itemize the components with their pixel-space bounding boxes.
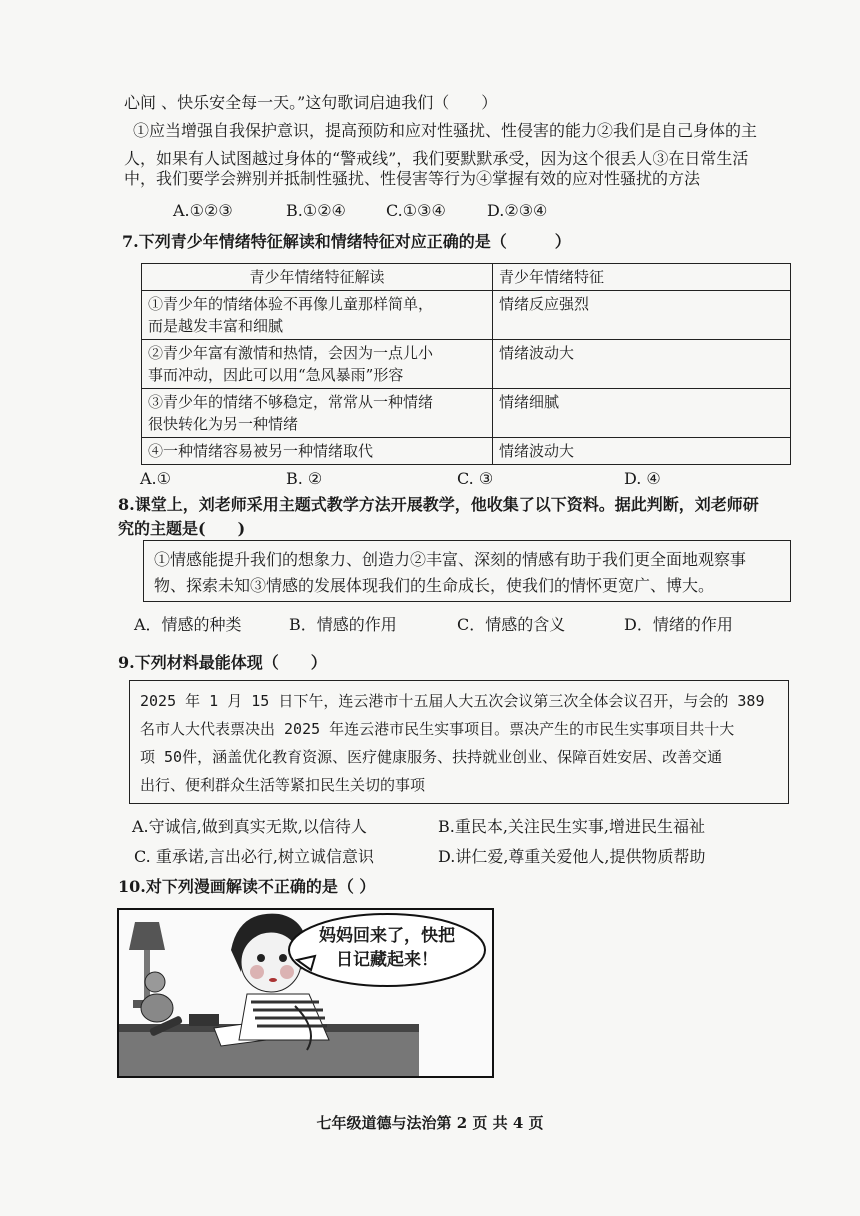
table-header: 青少年情绪特征 <box>493 264 791 291</box>
q6-statement-3: 中，我们要学会辨别并抵制性骚扰、性侵害等行为④掌握有效的应对性骚扰的方法 <box>124 169 701 188</box>
q6-statement-2: 人，如果有人试图越过身体的“警戒线”，我们要默默承受，因为这个很丢人③在日常生活 <box>124 149 749 168</box>
q6-stem: 心间 、快乐安全每一天。”这句歌词启迪我们（ ） <box>124 93 498 112</box>
table-cell <box>142 291 493 340</box>
cell-text: ②青少年富有激情和热情，会因为一点儿小 <box>148 344 434 362</box>
q6-option-a: A.①②③ <box>173 201 233 220</box>
q9-title: 9.下列材料最能体现（ ） <box>118 653 327 672</box>
q8-title-cont: 究的主题是( ) <box>118 519 246 538</box>
table-cell: ④一种情绪容易被另一种情绪取代 <box>142 438 493 465</box>
q9-option-c: C. 重承诺,言出必行,树立诚信意识 <box>134 847 375 866</box>
table-cell <box>142 389 493 438</box>
q7-option-a: A.① <box>140 469 171 488</box>
q8-material-box <box>143 540 791 602</box>
cell-text: 而是越发丰富和细腻 <box>148 317 284 335</box>
q8-material-line: ①情感能提升我们的想象力、创造力②丰富、深刻的情感有助于我们更全面地观察事 <box>154 550 747 569</box>
q7-table <box>141 263 791 465</box>
cell-text: ①青少年的情绪体验不再像儿童那样简单， <box>148 295 434 313</box>
table-cell: 情绪反应强烈 <box>493 291 791 340</box>
bubble-line-1: 妈妈回来了，快把 <box>319 926 455 946</box>
q9-material-box <box>129 680 789 804</box>
bubble-line-2: 日记藏起来！ <box>336 950 438 970</box>
q9-material-line: 名市人大代表票决出 2025 年连云港市民生实事项目。票决产生的市民生实事项目共十大 <box>140 720 735 738</box>
q7-option-d: D. ④ <box>624 469 661 488</box>
q7-option-b: B. ② <box>286 469 323 488</box>
q10-comic <box>117 908 494 1078</box>
q9-option-b: B.重民本,关注民生实事,增进民生福祉 <box>438 817 706 836</box>
q6-option-c: C.①③④ <box>386 201 446 220</box>
q6-option-d: D.②③④ <box>487 201 548 220</box>
table-row <box>142 438 791 465</box>
table-header-row <box>142 264 791 291</box>
table-row <box>142 340 791 389</box>
q7-title: 7.下列青少年情绪特征解读和情绪特征对应正确的是（ ） <box>122 232 571 251</box>
q8-option-a: A．情感的种类 <box>134 615 242 634</box>
q9-material-line: 2025 年 1 月 15 日下午，连云港市十五届人大五次会议第三次全体会议召开，与会的 389 <box>140 692 765 710</box>
q8-option-c: C．情感的含义 <box>457 615 566 634</box>
q9-option-d: D.讲仁爱,尊重关爱他人,提供物质帮助 <box>438 847 706 866</box>
q8-option-b: B．情感的作用 <box>289 615 397 634</box>
cell-text: 很快转化为另一种情绪 <box>148 415 299 433</box>
table-cell: 情绪波动大 <box>493 340 791 389</box>
q10-title: 10.对下列漫画解读不正确的是（ ） <box>118 877 376 896</box>
table-row <box>142 291 791 340</box>
q8-option-d: D．情绪的作用 <box>624 615 733 634</box>
q8-material-line: 物、探索未知③情感的发展体现我们的生命成长，使我们的情怀更宽广、博大。 <box>154 576 715 595</box>
table-row <box>142 389 791 438</box>
q9-option-a: A.守诚信,做到真实无欺,以信待人 <box>132 817 367 836</box>
table-cell: 情绪细腻 <box>493 389 791 438</box>
q9-material-line: 项 50件，涵盖优化教育资源、医疗健康服务、扶持就业创业、保障百姓安居、改善交通 <box>140 748 723 766</box>
q7-option-c: C. ③ <box>457 469 494 488</box>
page-footer: 七年级道德与法治第 2 页 共 4 页 <box>316 1114 544 1132</box>
table-cell: 情绪波动大 <box>493 438 791 465</box>
q6-option-b: B.①②④ <box>286 201 346 220</box>
q8-title: 8.课堂上，刘老师采用主题式教学方法开展教学，他收集了以下资料。据此判断，刘老师研 <box>118 495 759 514</box>
table-header: 青少年情绪特征解读 <box>142 264 493 291</box>
table-cell <box>142 340 493 389</box>
q9-material-line: 出行、便利群众生活等紧扣民生关切的事项 <box>140 776 426 794</box>
q6-statement-1: ①应当增强自我保护意识，提高预防和应对性骚扰、性侵害的能力②我们是自己身体的主 <box>133 121 758 140</box>
cell-text: 事而冲动，因此可以用“急风暴雨”形容 <box>148 366 404 384</box>
cell-text: ③青少年的情绪不够稳定，常常从一种情绪 <box>148 393 434 411</box>
